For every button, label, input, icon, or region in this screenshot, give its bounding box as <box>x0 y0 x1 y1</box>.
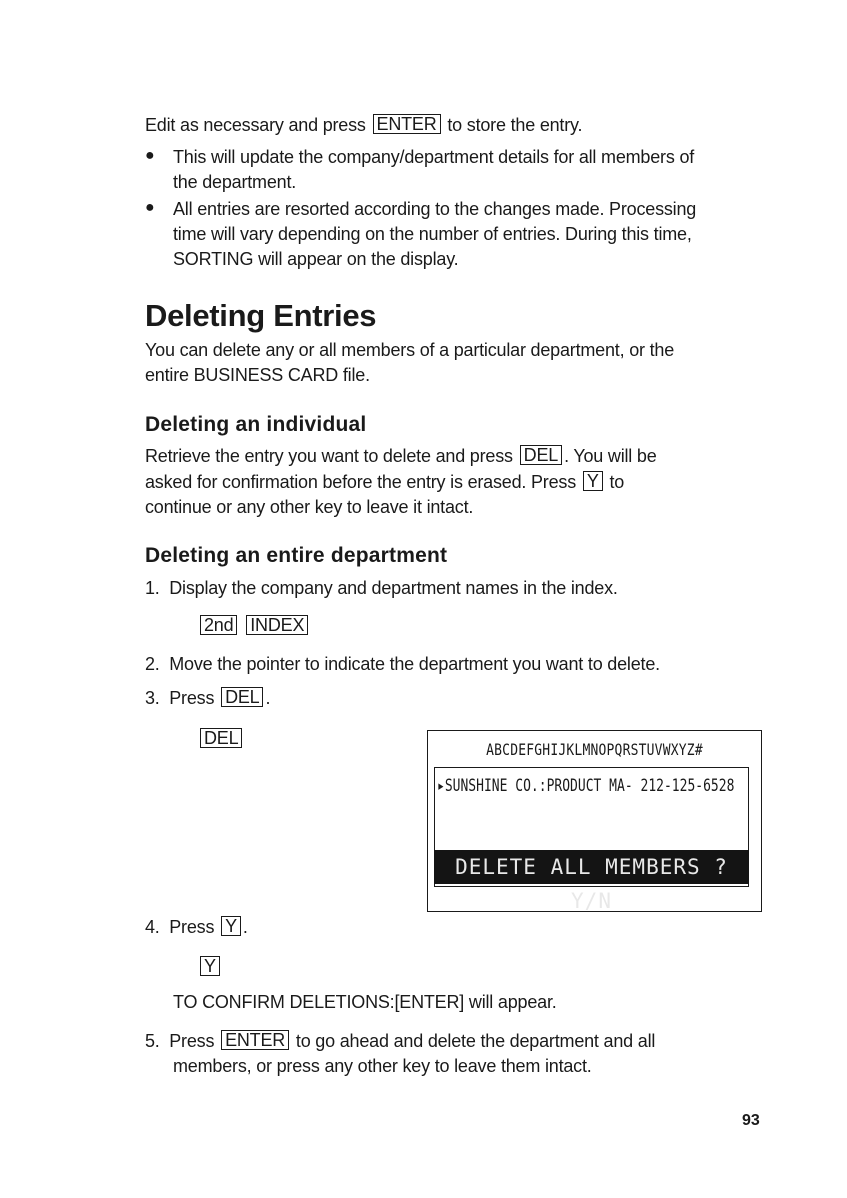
key-sequence <box>198 614 310 639</box>
step-4: 4. Press Y . <box>145 916 248 937</box>
enter-key-label: ENTER <box>221 1030 289 1050</box>
step-3: 3. Press DEL . <box>145 687 271 708</box>
intro-line: Edit as necessary and press ENTER to store the entry. <box>145 114 583 135</box>
lcd-prompt-bar: DELETE ALL MEMBERS ? Y/N <box>434 850 749 884</box>
y-key-label: Y <box>200 956 220 976</box>
subsection-title-individual: Deleting an individual <box>145 413 367 436</box>
individual-text: Retrieve the entry you want to delete and press DEL . You will be asked for confirmation before the entry is erased. Press Y to continue or any other key to leave it intact. <box>145 445 657 517</box>
step-1: 1. Display the company and department names in the index. <box>145 578 618 598</box>
lcd-entry-line: ▸SUNSHINE CO.:PRODUCT MA- 212-125-6528 <box>437 776 735 797</box>
y-key-label: Y <box>583 471 603 491</box>
key-sequence <box>198 955 222 980</box>
subsection-title-department: Deleting an entire department <box>145 544 448 567</box>
del-key-label: DEL <box>520 445 562 465</box>
bullet-icon: ● <box>145 147 155 164</box>
section-intro: You can delete any or all members of a particular department, or the entire BUSINESS CARD file. <box>145 340 675 385</box>
bullet-item: This will update the company/department details for all members of the department. <box>173 147 695 192</box>
step-2: 2. Move the pointer to indicate the department you want to delete. <box>145 654 660 674</box>
bullet-item: All entries are resorted according to the changes made. Processing time will vary depending on the number of entries. During this time, SORTING will appear on the display. <box>173 199 697 269</box>
enter-key-label: ENTER <box>373 114 441 134</box>
2nd-key-label: 2nd <box>200 615 237 635</box>
page-number: 93 <box>742 1112 760 1129</box>
lcd-alphabet-index: ABCDEFGHIJKLMNOPQRSTUVWXYZ# <box>486 741 703 760</box>
confirm-message: TO CONFIRM DELETIONS:[ENTER] will appear. <box>173 992 557 1012</box>
index-key-label: INDEX <box>246 615 308 635</box>
y-key-label: Y <box>221 916 241 936</box>
lcd-display <box>427 730 762 912</box>
key-sequence <box>198 727 244 752</box>
del-key-label: DEL <box>200 728 242 748</box>
bullet-icon: ● <box>145 199 155 216</box>
step-5: 5. Press ENTER to go ahead and delete the department and all members, or press any other key to leave them intact. <box>145 1030 656 1076</box>
section-title: Deleting Entries <box>145 298 377 333</box>
del-key-label: DEL <box>221 687 263 707</box>
